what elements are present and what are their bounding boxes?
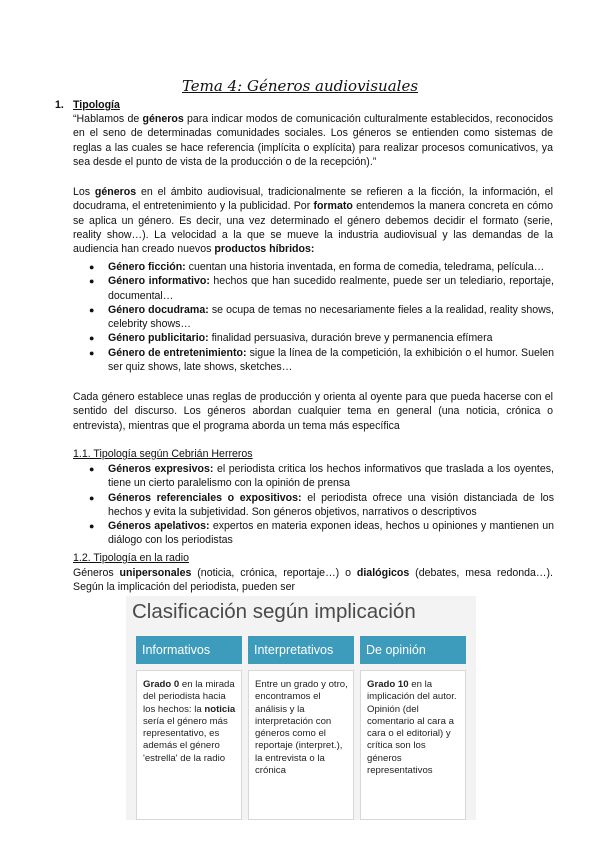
list-item: ● Género de entretenimiento: sigue la línea de la competición, la exhibición o el humor. Suelen ser quiz shows, late shows, sketches… [108,346,554,375]
infographic-column [136,636,242,764]
classification-infographic [126,596,476,820]
list-item: ● Género ficción: cuentan una historia inventada, en forma de comedia, teledrama, película… [108,260,554,274]
column-text: Grado 10 en la implicación del autor. Opinión (del comentario al cara a cara o el editorial) y crítica son los géneros representativos [367,679,457,777]
column-body [136,670,242,820]
list-item: ● Género docudrama: se ocupa de temas no necesariamente fieles a la realidad, reality shows, celebrity shows… [108,303,554,332]
hybrid-products-list [108,260,554,374]
list-item: ● Géneros expresivos: el periodista critica los hechos informativos que traslada a los oyentes, tiene un cierto paralelismo con la opinión de prensa [108,462,554,491]
radio-typology-paragraph: Géneros unipersonales (noticia, crónica, reportaje…) o dialógicos (debates, mesa redonda…). Según la implicación del periodista, pueden ser [73,567,553,594]
subsection-heading: 1.1. Tipología según Cebrián Herreros [73,448,253,460]
list-item: ● Géneros apelativos: expertos en materia exponen ideas, hechos u opiniones y mantienen un diálogo con los periodistas [108,519,554,548]
section-heading [55,98,120,112]
definition-quote: “Hablamos de géneros para indicar modos de comunicación culturalmente establecidos, reconocidos en el seno de determinadas comunidades sociales. Los géneros se entienden como sistemas de reglas a las cuales se hace referencia (implícita o explícita) para realizar procesos comunicativos, ya sea desde el punto de vista de la producción o de la recepción).” [73,113,553,168]
section-number: 1. [55,99,64,111]
page-title: Tema 4: Géneros audiovisuales [181,77,419,95]
section-title: Tipología [73,99,120,111]
list-item: ● Géneros referenciales o expositivos: el periodista ofrece una visión distanciada de los hechos y evita la subjetividad. Son géneros objetivos, narrativos o descriptivos [108,491,554,520]
infographic-title: Clasificación según implicación [132,600,416,623]
column-body [360,670,466,820]
infographic-column [248,636,354,777]
list-item: ● Género publicitario: finalidad persuasiva, duración breve y permanencia efímera [108,331,554,345]
column-header: Interpretativos [248,636,354,664]
subsection-heading: 1.2. Tipología en la radio [73,552,190,564]
genre-rules-paragraph: Cada género establece unas reglas de producción y orienta al oyente para que pueda hacerse con el sentido del discurso. Los géneros abordan cualquier tema en general (una noticia, crónica o entrevista), mientras que el programa aborda un tema más específica [73,391,553,432]
genres-paragraph: Los géneros en el ámbito audiovisual, tradicionalmente se refieren a la ficción, la información, el docudrama, el entretenimiento y la publicidad. Por formato entendemos la manera concreta en cómo se aplica un género. Es decir, una vez determinado el género debemos decidir el formato (serie, reality show…). La velocidad a la que se mueve la industria audiovisual y las demandas de la audiencia han creado nuevos productos híbridos: [73,186,553,256]
column-header: Informativos [136,636,242,664]
column-header: De opinión [360,636,466,664]
cebrian-list [108,462,554,548]
list-item: ● Género informativo: hechos que han sucedido realmente, puede ser un telediario, reportaje, documental… [108,274,554,303]
infographic-column [360,636,466,777]
column-text: Grado 0 en la mirada del periodista hacia los hechos: la noticia sería el género más representativo, es además el género 'estrella' de la radio [143,679,236,764]
column-text: Entre un grado y otro, encontramos el análisis y la interpretación con géneros como el reportaje (interpret.), la entrevista o la crónica [255,679,348,777]
column-body [248,670,354,820]
